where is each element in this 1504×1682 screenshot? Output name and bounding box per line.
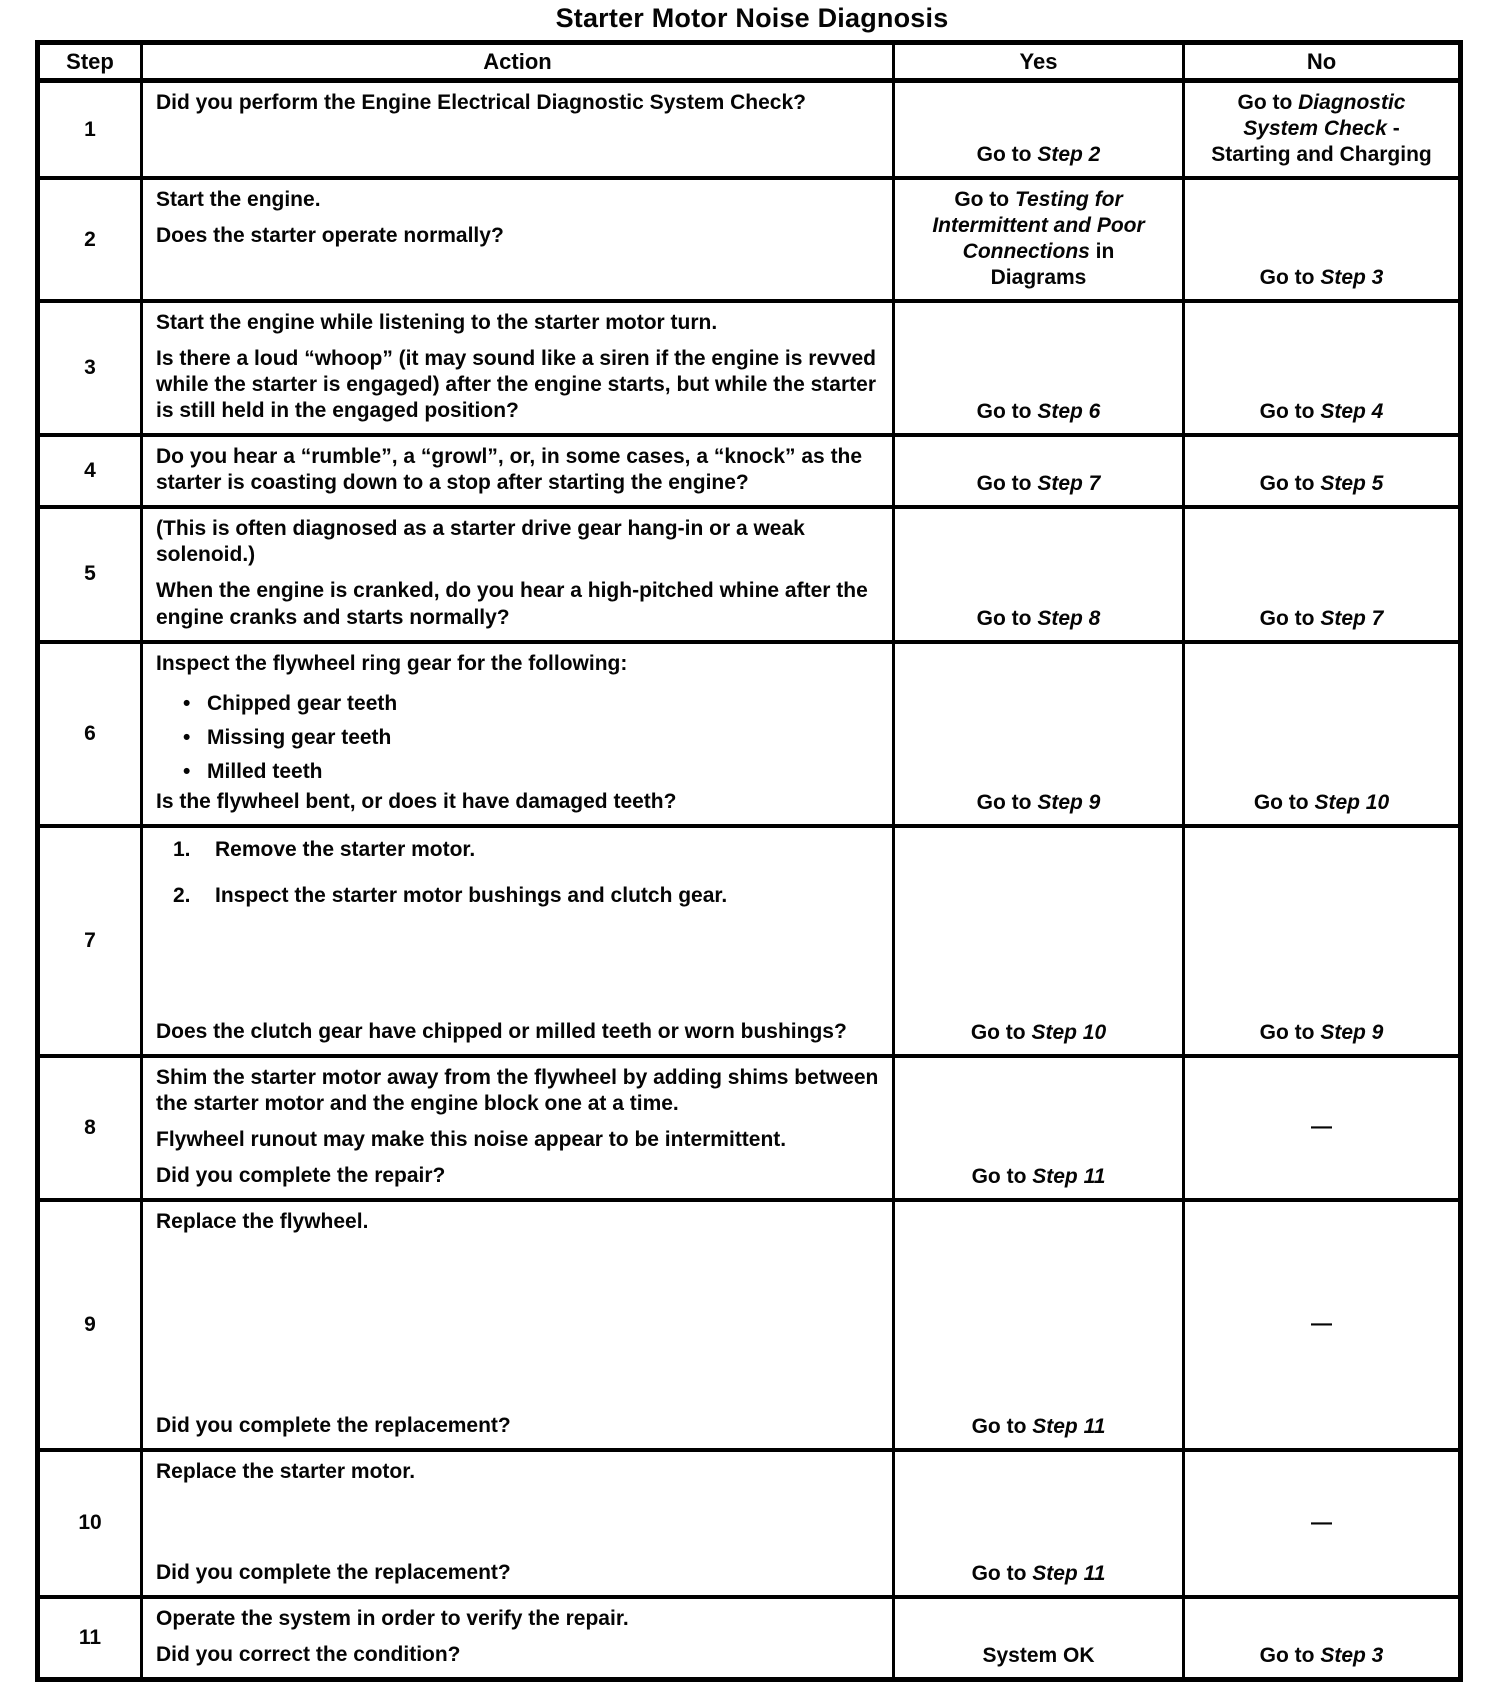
step-number: 4 (84, 459, 96, 483)
action-cell (140, 828, 892, 1054)
step-number: 11 (78, 1625, 102, 1649)
action-text: Start the engine. (156, 188, 321, 212)
yes-cell-text: Go to Step 6 (976, 400, 1101, 424)
table-body (40, 83, 1458, 1677)
no-cell (1182, 828, 1458, 1054)
page-title: Starter Motor Noise Diagnosis (555, 3, 949, 33)
no-cell-text: Go to Step 10 (1253, 790, 1390, 814)
header-step: Step (66, 48, 114, 74)
reference-text: Step 10 (1314, 790, 1390, 814)
step-number: 9 (84, 1312, 96, 1336)
yes-cell-text: System OK (982, 1643, 1095, 1667)
action-text: Does the clutch gear have chipped or milled teeth or worn bushings? (156, 1019, 847, 1043)
no-cell (1182, 1058, 1458, 1198)
step-number: 5 (84, 562, 96, 586)
yes-cell-text: Go to Step 11 (971, 1561, 1106, 1585)
reference-text: Step 11 (1032, 1164, 1106, 1188)
yes-cell-text: Go to Step 9 (976, 790, 1101, 814)
yes-cell (892, 644, 1182, 824)
action-text: Is there a loud “whoop” (it may sound like a siren if the engine is revved while the starter is engaged) after the engine starts, but while the starter is still held in the engaged position? (156, 347, 876, 423)
action-text: Did you complete the replacement? (156, 1560, 511, 1584)
reference-text: Step 6 (1037, 400, 1101, 424)
diagnosis-table (35, 40, 1463, 1682)
action-text: Did you complete the replacement? (156, 1413, 511, 1437)
table-row (40, 1202, 1458, 1452)
action-text: When the engine is cranked, do you hear a high-pitched whine after the engine cranks and starts normally? (156, 579, 868, 629)
step-cell (40, 509, 140, 639)
yes-cell (892, 180, 1182, 299)
table-row (40, 509, 1458, 643)
numbered-item (173, 883, 880, 909)
table-row (40, 1058, 1458, 1202)
action-cell (140, 83, 892, 176)
action-text: Does the starter operate normally? (156, 224, 504, 248)
table-row (40, 83, 1458, 180)
table-row (40, 180, 1458, 303)
bullet-item-text: Missing gear teeth (207, 725, 392, 749)
step-number: 6 (84, 721, 96, 745)
reference-text: Testing for (1014, 188, 1123, 212)
table-row (40, 1452, 1458, 1599)
yes-cell (892, 1202, 1182, 1448)
action-text: Replace the starter motor. (156, 1459, 416, 1483)
action-text: Inspect the flywheel ring gear for the following: (156, 651, 628, 675)
action-text: Shim the starter motor away from the flywheel by adding shims between the starter motor and the engine block one at a time. (156, 1065, 879, 1115)
table-row (40, 644, 1458, 828)
step-cell (40, 83, 140, 176)
reference-text: Step 3 (1320, 266, 1384, 290)
step-cell (40, 180, 140, 299)
reference-text: Step 3 (1320, 1643, 1384, 1667)
step-cell (40, 828, 140, 1054)
reference-text: Step 5 (1320, 472, 1384, 496)
step-cell (40, 437, 140, 505)
yes-cell (892, 509, 1182, 639)
step-number: 3 (84, 356, 96, 380)
no-cell-text: — (1311, 1312, 1332, 1336)
step-number: 1 (84, 117, 96, 141)
action-text: Is the flywheel bent, or does it have damaged teeth? (156, 789, 677, 813)
yes-cell-text: Go to Testing for Intermittent and Poor Connections in Diagrams (932, 188, 1145, 290)
no-cell (1182, 644, 1458, 824)
reference-text: Step 7 (1037, 472, 1101, 496)
table-row (40, 828, 1458, 1058)
reference-text: Step 4 (1320, 400, 1384, 424)
action-cell (140, 303, 892, 433)
yes-cell-text: Go to Step 2 (976, 143, 1101, 167)
no-cell (1182, 83, 1458, 176)
reference-text: Diagnostic (1298, 91, 1406, 114)
reference-text: Step 9 (1037, 790, 1101, 814)
no-cell-text: Go to Step 4 (1259, 400, 1384, 424)
step-cell (40, 303, 140, 433)
reference-text: Step 7 (1320, 606, 1384, 630)
action-text: Start the engine while listening to the starter motor turn. (156, 311, 718, 335)
no-cell (1182, 437, 1458, 505)
bullet-item (183, 691, 880, 717)
reference-text: Connections (962, 240, 1090, 264)
table-row (40, 1599, 1458, 1677)
action-cell (140, 1599, 892, 1677)
no-cell (1182, 1202, 1458, 1448)
bullet-item (183, 725, 880, 751)
numbered-item-text: Remove the starter motor. (215, 837, 476, 861)
action-text: Replace the flywheel. (156, 1209, 369, 1233)
action-text: (This is often diagnosed as a starter drive gear hang-in or a weak solenoid.) (156, 517, 805, 567)
no-cell-text: — (1311, 1115, 1332, 1139)
yes-cell (892, 437, 1182, 505)
yes-cell (892, 1599, 1182, 1677)
step-number: 2 (84, 227, 96, 251)
step-cell (40, 1599, 140, 1677)
no-cell-text: Go to Step 5 (1259, 472, 1384, 496)
yes-cell-text: Go to Step 8 (976, 606, 1101, 630)
yes-cell (892, 1058, 1182, 1198)
action-cell (140, 437, 892, 505)
step-number: 8 (84, 1115, 96, 1139)
action-cell (140, 1202, 892, 1448)
numbered-item-text: Inspect the starter motor bushings and clutch gear. (215, 883, 728, 907)
reference-text: Intermittent and Poor (932, 214, 1145, 238)
action-text: Did you perform the Engine Electrical Diagnostic System Check? (156, 91, 806, 114)
step-cell (40, 1452, 140, 1595)
reference-text: System Check (1243, 117, 1387, 141)
no-cell (1182, 1599, 1458, 1677)
reference-text: Step 11 (1032, 1561, 1106, 1585)
no-cell-text: Go to Step 7 (1259, 606, 1384, 630)
step-cell (40, 1058, 140, 1198)
bullet-item (183, 759, 880, 785)
action-cell (140, 644, 892, 824)
no-cell-text: — (1311, 1510, 1332, 1534)
yes-cell-text: Go to Step 10 (970, 1020, 1107, 1044)
step-number: 10 (78, 1511, 102, 1535)
no-cell-text: Go to Step 9 (1259, 1020, 1384, 1044)
yes-cell (892, 303, 1182, 433)
reference-text: Step 10 (1031, 1020, 1107, 1044)
table-row (40, 437, 1458, 509)
bullet-item-text: Chipped gear teeth (207, 691, 398, 715)
no-cell-text: Go to Step 3 (1259, 1643, 1384, 1667)
action-text: Did you correct the condition? (156, 1642, 461, 1666)
numbered-item-label: 2. (173, 883, 191, 907)
no-cell (1182, 303, 1458, 433)
no-cell (1182, 509, 1458, 639)
reference-text: Step 2 (1037, 143, 1101, 167)
header-action: Action (140, 45, 892, 78)
numbered-item (173, 837, 880, 863)
yes-cell (892, 83, 1182, 176)
action-cell (140, 509, 892, 639)
yes-cell-text: Go to Step 7 (976, 472, 1101, 496)
yes-cell-text: Go to Step 11 (971, 1414, 1106, 1438)
no-cell-text: Go to Step 3 (1259, 266, 1384, 290)
no-cell (1182, 1452, 1458, 1595)
action-text: Flywheel runout may make this noise appear to be intermittent. (156, 1127, 787, 1151)
numbered-item-label: 1. (173, 837, 191, 861)
step-number: 7 (84, 928, 96, 952)
action-cell (140, 180, 892, 299)
step-cell (40, 1202, 140, 1448)
action-cell (140, 1452, 892, 1595)
step-cell (40, 644, 140, 824)
reference-text: Step 11 (1032, 1414, 1106, 1438)
action-text: Operate the system in order to verify the repair. (156, 1606, 629, 1630)
yes-cell-text: Go to Step 11 (971, 1164, 1106, 1188)
yes-cell (892, 1452, 1182, 1595)
bullet-icon: • (183, 725, 191, 749)
yes-cell (892, 828, 1182, 1054)
reference-text: Step 8 (1037, 606, 1101, 630)
no-cell-text: Go to Diagnostic System Check - Starting and Charging (1211, 91, 1432, 167)
header-yes: Yes (892, 45, 1182, 78)
no-cell (1182, 180, 1458, 299)
action-text: Did you complete the repair? (156, 1163, 446, 1187)
table-header-row (40, 45, 1458, 83)
reference-text: Step 9 (1320, 1020, 1384, 1044)
action-cell (140, 1058, 892, 1198)
scanned-document-page (0, 3, 1504, 1682)
action-text: Do you hear a “rumble”, a “growl”, or, in some cases, a “knock” as the starter is coasting down to a stop after starting the engine? (156, 445, 863, 495)
header-no: No (1182, 45, 1458, 78)
table-row (40, 303, 1458, 437)
bullet-icon: • (183, 691, 191, 715)
bullet-item-text: Milled teeth (207, 759, 323, 783)
bullet-icon: • (183, 759, 191, 783)
